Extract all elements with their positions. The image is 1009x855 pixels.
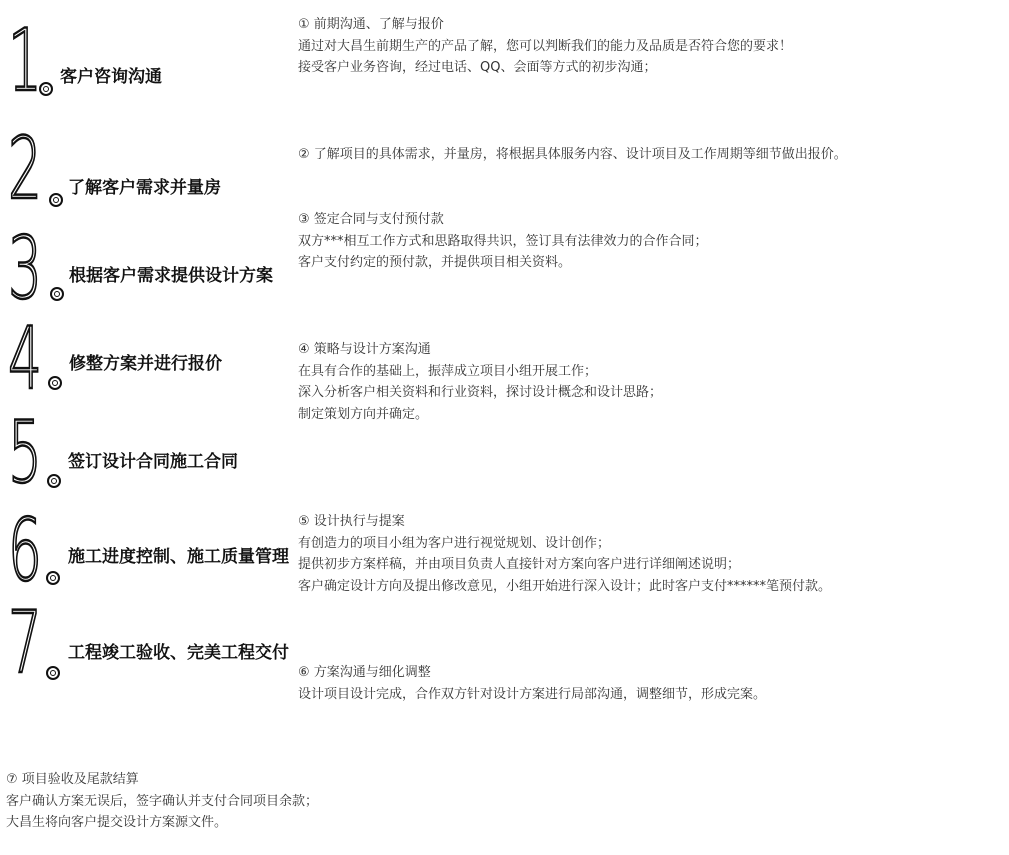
description-line: 提供初步方案样稿，并由项目负责人直接针对方案向客户进行详细阐述说明；	[298, 557, 741, 572]
circle-bullet-icon	[46, 571, 60, 585]
circle-bullet-icon	[47, 474, 61, 488]
description-1	[298, 14, 792, 79]
description-3	[298, 209, 708, 274]
step-2	[0, 119, 300, 219]
description-heading: ④ 策略与设计方案沟通	[298, 342, 431, 357]
circle-bullet-icon	[49, 193, 63, 207]
circle-bullet-icon	[48, 376, 62, 390]
description-heading: ⑤ 设计执行与提案	[298, 514, 405, 529]
step-4	[0, 309, 300, 409]
description-5	[298, 511, 831, 597]
description-line: 客户确定设计方向及提出修改意见，小组开始进行深入设计；此时客户支付******笔预付款。	[298, 578, 832, 594]
description-line: 制定策划方向并确定。	[298, 406, 429, 422]
description-heading: ③ 签定合同与支付预付款	[298, 212, 444, 227]
circle-bullet-icon	[46, 666, 60, 680]
description-6	[298, 662, 766, 705]
step-1	[0, 11, 300, 111]
description-line: 通过对大昌生前期生产的产品了解，您可以判断我们的能力及品质是否符合您的要求！	[298, 38, 793, 54]
step-title: 工程竣工验收、完美工程交付	[68, 643, 289, 663]
description-2	[298, 144, 847, 166]
description-line: 接受客户业务咨询，经过电话、QQ、会面等方式的初步沟通；	[298, 60, 657, 75]
step-number: 6	[8, 501, 41, 601]
step-number: 7	[8, 593, 41, 693]
step-5	[0, 403, 300, 503]
step-title: 根据客户需求提供设计方案	[69, 266, 273, 286]
step-title: 客户咨询沟通	[60, 67, 162, 87]
step-title: 了解客户需求并量房	[68, 178, 221, 198]
circle-bullet-icon	[39, 82, 53, 96]
step-6	[0, 501, 300, 601]
description-4	[298, 339, 662, 425]
description-line: 客户确认方案无误后，签字确认并支付合同项目余款；	[6, 793, 319, 809]
description-heading: ① 前期沟通、了解与报价	[298, 17, 444, 32]
step-number: 3	[8, 219, 41, 319]
description-line: 大昌生将向客户提交设计方案源文件。	[6, 815, 228, 830]
circle-bullet-icon	[50, 287, 64, 301]
step-number: 4	[8, 309, 41, 409]
description-heading: ⑥ 方案沟通与细化调整	[298, 665, 431, 680]
step-number: 5	[8, 403, 41, 503]
step-7	[0, 593, 300, 693]
step-number: 2	[8, 119, 41, 219]
description-7	[6, 769, 318, 834]
description-heading: ⑦ 项目验收及尾款结算	[6, 772, 139, 787]
description-line: 有创造力的项目小组为客户进行视觉规划、设计创作；	[298, 535, 611, 551]
step-3	[0, 219, 300, 319]
description-line: 双方***相互工作方式和思路取得共识，签订具有法律效力的合作合同；	[298, 233, 708, 249]
step-title: 施工进度控制、施工质量管理	[68, 547, 289, 567]
step-number: 1	[8, 11, 41, 111]
step-title: 签订设计合同施工合同	[68, 452, 238, 472]
description-line: 深入分析客户相关资料和行业资料，探讨设计概念和设计思路；	[298, 385, 663, 400]
description-line: 在具有合作的基础上，振萍成立项目小组开展工作；	[298, 363, 598, 379]
description-heading: ② 了解项目的具体需求，并量房，将根据具体服务内容、设计项目及工作周期等细节做出报价。	[298, 147, 847, 162]
step-title: 修整方案并进行报价	[69, 354, 222, 374]
description-line: 设计项目设计完成，合作双方针对设计方案进行局部沟通，调整细节，形成完案。	[298, 686, 767, 702]
description-line: 客户支付约定的预付款，并提供项目相关资料。	[298, 255, 572, 270]
